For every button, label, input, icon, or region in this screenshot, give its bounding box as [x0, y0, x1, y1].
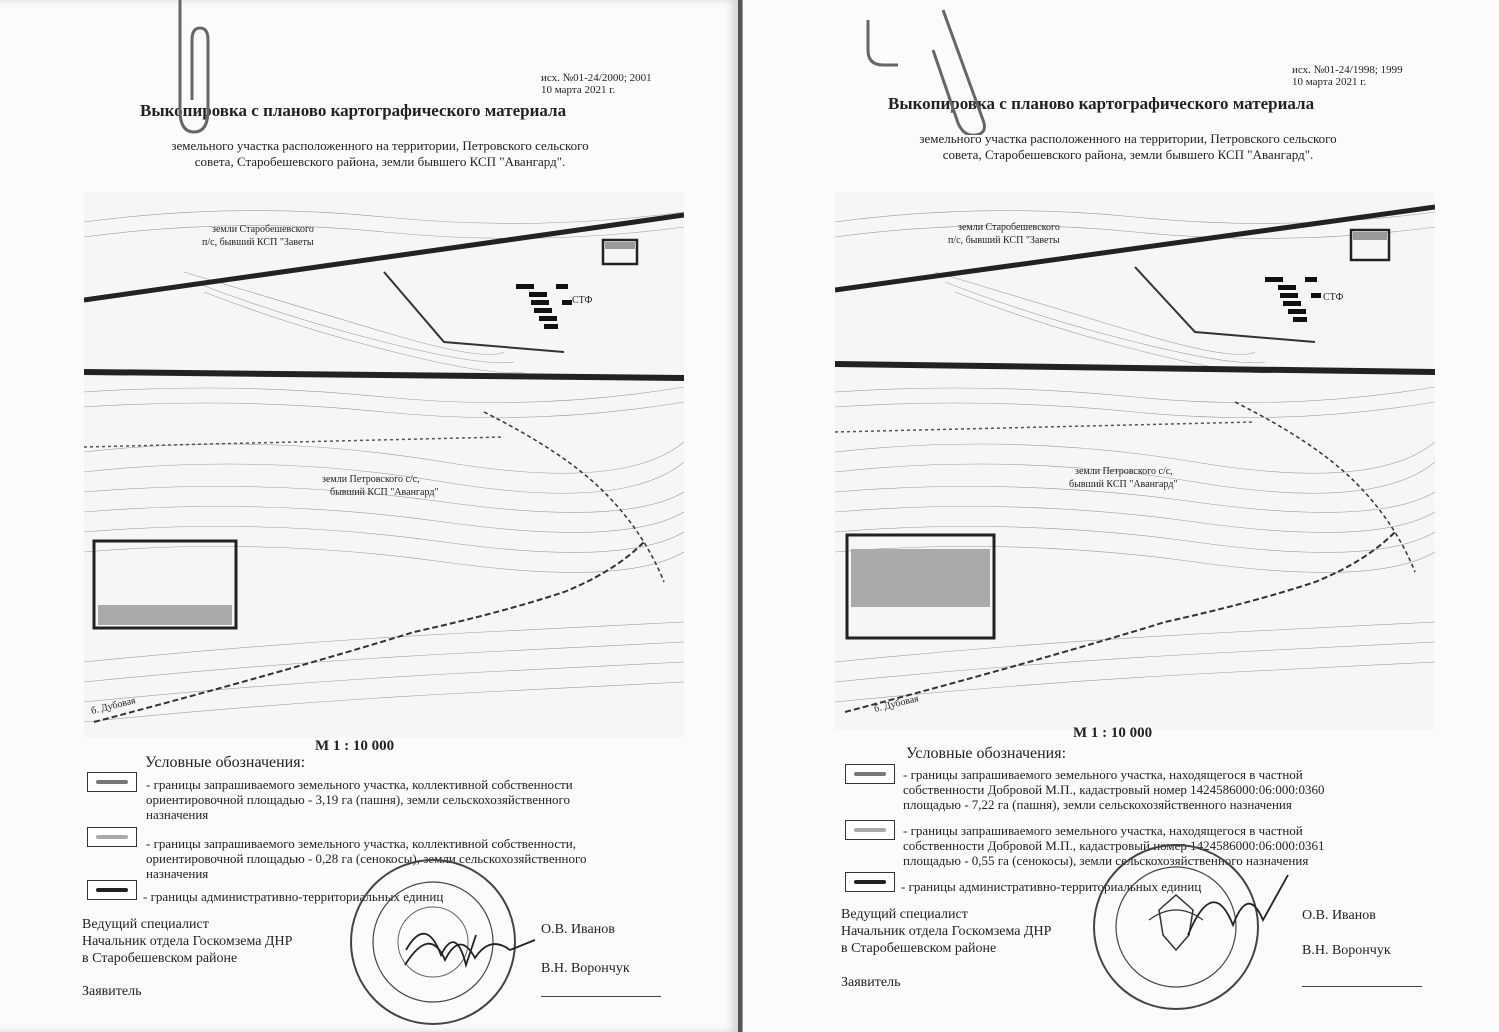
legend-text: - границы запрашиваемого земельного участка, коллективной собственности [146, 777, 573, 792]
map-label-stf: СТФ [572, 295, 593, 306]
paperclip-icon [858, 5, 998, 135]
legend-text: назначения [146, 807, 209, 822]
legend-text: собственности Добровой М.П., кадастровый номер 1424586000:06:000:0361 [903, 838, 1325, 853]
applicant-signature-line [1302, 986, 1422, 987]
signatory-name: О.В. Иванов [541, 922, 615, 937]
subtitle-line: земельного участка расположенного на территории, Петровского сельского [171, 138, 589, 153]
subtitle-line: совета, Старобешевского района, земли бывшего КСП "Авангард". [942, 147, 1314, 162]
map-excerpt [84, 192, 684, 738]
map-label-north: земли Старобешевского [212, 224, 314, 235]
document-subtitle [858, 131, 1398, 163]
map-scale: М 1 : 10 000 [1073, 725, 1153, 741]
map-label-river: б. Дубовая [90, 695, 137, 717]
map-label-north: п/с, бывший КСП "Заветы [202, 237, 314, 248]
applicant-label: Заявитель [841, 975, 901, 990]
legend-item [903, 767, 1443, 812]
legend-swatch-plot-hayfield [87, 827, 137, 847]
map-scale: М 1 : 10 000 [315, 738, 395, 754]
reference-number: исх. №01-24/2000; 2001 [541, 72, 652, 84]
legend-text: ориентировочной площадью - 3,19 га (пашня), земли сельскохозяйственного [146, 792, 571, 807]
signature-icon [400, 920, 540, 980]
legend-line-mark [854, 828, 886, 832]
legend-item [146, 777, 666, 822]
legend-line-mark [854, 772, 886, 776]
map-label-river: б. Дубовая [873, 693, 920, 715]
legend-line-mark [96, 888, 128, 892]
paperclip-icon [168, 0, 220, 140]
legend-swatch-plot-hayfield [845, 820, 895, 840]
document-title: Выкопировка с планово картографического материала [140, 101, 567, 120]
legend-text: назначения [146, 866, 209, 881]
legend-swatch-plot-arable [845, 764, 895, 784]
signatory-name: О.В. Иванов [1302, 908, 1376, 923]
map-label-stf: СТФ [1323, 292, 1344, 303]
map-label-center: бывший КСП "Авангард" [1069, 479, 1178, 490]
legend-line-mark [96, 780, 128, 784]
legend-text: ориентировочной площадью - 0,28 га (сенокосы), земли сельскохозяйственного [146, 851, 587, 866]
signatory-label: Начальник отдела Госкомзема ДНР [841, 924, 1052, 939]
signatory-name: В.Н. Ворончук [541, 961, 630, 976]
map-excerpt [835, 192, 1435, 730]
signature-icon [1183, 865, 1293, 955]
applicant-label: Заявитель [82, 984, 142, 999]
signatory-label: в Старобешевском районе [82, 951, 238, 966]
subtitle-line: совета, Старобешевского района, земли бывшего КСП "Авангард". [194, 154, 566, 169]
legend-text: - границы запрашиваемого земельного участка, находящегося в частной [903, 767, 1303, 782]
legend-swatch-plot-arable [87, 772, 137, 792]
signatory-labels [841, 906, 1051, 957]
signatory-name: В.Н. Ворончук [1302, 943, 1391, 958]
reference-date: 10 марта 2021 г. [541, 84, 616, 96]
document-title: Выкопировка с планово картографического материала [888, 94, 1315, 113]
map-label-center: земли Петровского с/с, [322, 474, 420, 485]
legend-swatch-admin-boundary [87, 880, 137, 900]
left-document-page [0, 0, 740, 1032]
map-label-north: п/с, бывший КСП "Заветы [948, 235, 1060, 246]
signatory-label: Ведущий специалист [82, 917, 209, 932]
right-document-page [742, 0, 1499, 1032]
legend-text: - границы административно-территориальных единиц [901, 879, 1202, 894]
signatory-label: в Старобешевском районе [841, 941, 997, 956]
applicant-signature-line [541, 996, 661, 997]
legend-title: Условные обозначения: [145, 754, 306, 771]
reference-block [541, 72, 652, 96]
legend-text: площадью - 7,22 га (пашня), земли сельскохозяйственного назначения [903, 797, 1292, 812]
legend-swatch-admin-boundary [845, 872, 895, 892]
map-label-center: земли Петровского с/с, [1075, 466, 1173, 477]
map-label-center: бывший КСП "Авангард" [330, 487, 439, 498]
signatory-label: Начальник отдела Госкомзема ДНР [82, 934, 293, 949]
legend-line-mark [854, 880, 886, 884]
document-subtitle [110, 138, 650, 170]
legend-title: Условные обозначения: [906, 745, 1067, 762]
legend-line-mark [96, 835, 128, 839]
reference-number: исх. №01-24/1998; 1999 [1292, 64, 1403, 76]
legend-text: - границы административно-территориальных единиц [143, 889, 444, 904]
subtitle-line: земельного участка расположенного на территории, Петровского сельского [919, 131, 1337, 146]
signatory-labels [82, 916, 292, 967]
map-label-north: земли Старобешевского [958, 222, 1060, 233]
legend-text: собственности Добровой М.П., кадастровый номер 1424586000:06:000:0360 [903, 782, 1325, 797]
reference-block [1292, 64, 1403, 88]
legend-text: - границы запрашиваемого земельного участка, находящегося в частной [903, 823, 1303, 838]
legend-text: - границы запрашиваемого земельного участка, коллективной собственности, [146, 836, 577, 851]
reference-date: 10 марта 2021 г. [1292, 76, 1367, 88]
legend-text: площадью - 0,55 га (сенокосы), земли сельскохозяйственного назначения [903, 853, 1309, 868]
signatory-label: Ведущий специалист [841, 907, 968, 922]
